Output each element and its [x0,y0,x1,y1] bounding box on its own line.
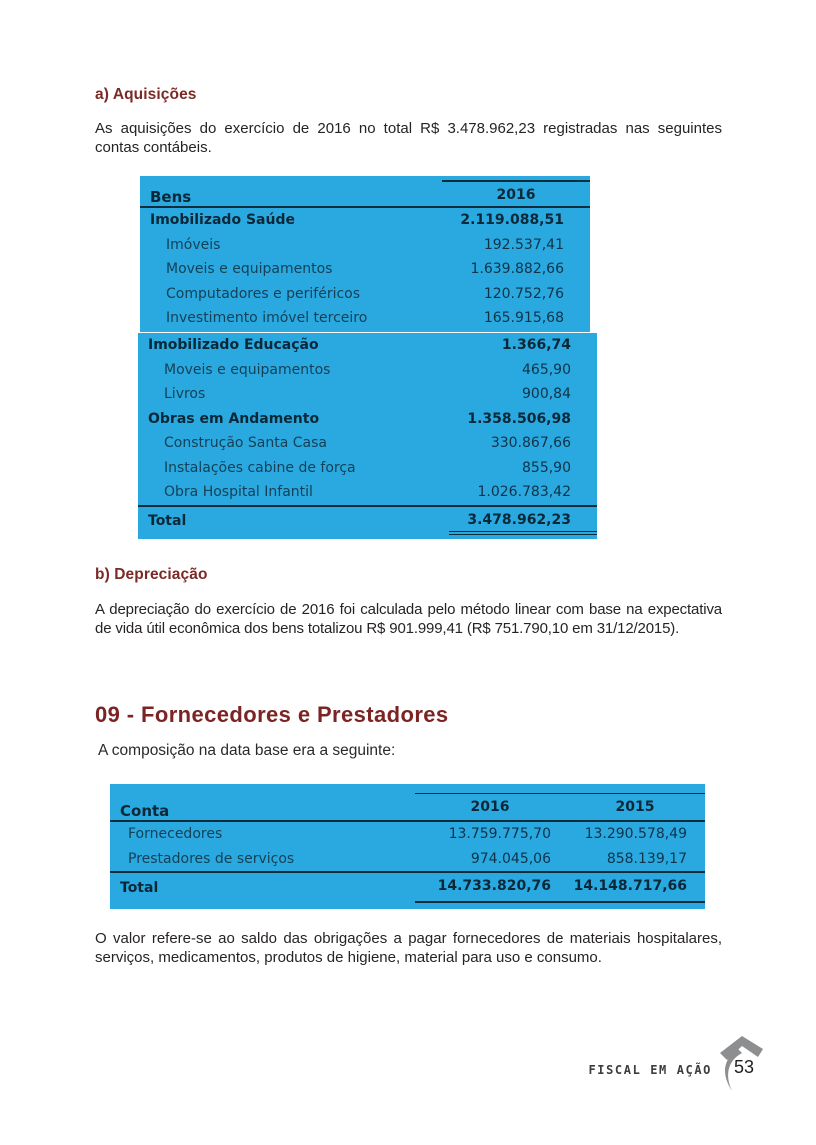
section-09-intro: A composição na data base era a seguinte: [98,742,396,759]
row-value: 330.867,66 [490,435,571,451]
table-row [140,257,590,282]
total-label: Total [148,512,187,529]
total-value: 3.478.962,23 [449,508,597,535]
column-header: Conta [120,802,170,820]
row-label: Imobilizado Educação [148,337,319,353]
row-label: Fornecedores [128,826,223,842]
section-09-heading: 09 - Fornecedores e Prestadores [95,702,449,727]
column-header: 2016 [470,799,510,815]
row-value: 2.119.088,51 [460,212,564,228]
column-header: 2015 [615,799,655,815]
section-a-paragraph: As aquisições do exercício de 2016 no total R$ 3.478.962,23 registradas nas seguintes contas contábeis. [95,120,722,156]
table-header-row [140,176,590,208]
row-value: 120.752,76 [483,285,564,302]
row-value: 465,90 [522,361,571,378]
row-label: Moveis e equipamentos [164,361,331,378]
section-b-heading: b) Depreciação [95,566,208,583]
table-row [138,407,597,432]
table-row [140,233,590,258]
table-row [110,822,705,847]
row-value: 192.537,41 [483,236,564,253]
row-label: Prestadores de serviços [128,850,295,867]
row-label: Instalações cabine de força [164,459,356,476]
row-label: Obra Hospital Infantil [164,484,313,500]
acquisitions-table-upper [140,176,590,332]
row-label: Moveis e equipamentos [166,261,333,277]
column-header: Bens [150,188,192,206]
table-header-row [110,784,705,822]
row-label: Investimento imóvel terceiro [166,310,368,326]
acquisitions-table-lower [138,333,597,539]
row-value: 900,84 [522,386,571,402]
table-row [138,358,597,383]
page-number: 53 [734,1057,755,1077]
row-value: 1.026.783,42 [477,484,571,500]
section-b-paragraph: A depreciação do exercício de 2016 foi calculada pelo método linear com base na expectativa de vida útil econômica dos bens totalizou R$ 901.999,41 (R$ 751.790,10 em 31/12/2015). [95,601,722,637]
row-value-2015: 13.290.578,49 [584,826,687,842]
table-row [138,333,597,358]
suppliers-table [110,784,705,909]
row-value: 1.358.506,98 [467,410,571,427]
table-row [140,208,590,233]
column-header: 2016 [442,180,590,206]
table-row [140,282,590,307]
table-row [138,382,597,407]
row-value: 1.639.882,66 [470,261,564,277]
year-columns-header [415,793,705,820]
table-row [110,847,705,872]
footer-logo-text: FISCAL EM AÇÃO [588,1063,712,1077]
row-value-2016: 974.045,06 [470,850,551,867]
total-value-2015: 14.148.717,66 [573,878,687,894]
table-row [138,480,597,505]
section-a-heading: a) Aquisições [95,86,197,103]
row-value-2016: 13.759.775,70 [448,826,551,842]
total-value-2016: 14.733.820,76 [437,878,551,894]
table-row [138,456,597,481]
table-total-row [110,871,705,903]
row-label: Construção Santa Casa [164,435,328,451]
row-value: 855,90 [522,459,571,476]
table-row [138,431,597,456]
row-value: 165.915,68 [483,310,564,326]
row-value: 1.366,74 [501,337,571,353]
row-label: Livros [164,386,206,402]
total-values [415,873,705,903]
table-row [140,306,590,331]
row-value-2015: 858.139,17 [606,850,687,867]
table-total-row [138,505,597,536]
total-label: Total [120,880,159,896]
section-09-closing-paragraph: O valor refere-se ao saldo das obrigações a pagar fornecedores de materiais hospitalares, serviços, medicamentos, produtos de higiene, material para uso e consumo. [95,930,722,966]
row-label: Imóveis [166,236,221,253]
row-label: Computadores e periféricos [166,285,361,302]
row-label: Imobilizado Saúde [150,212,295,228]
row-label: Obras em Andamento [148,410,320,427]
